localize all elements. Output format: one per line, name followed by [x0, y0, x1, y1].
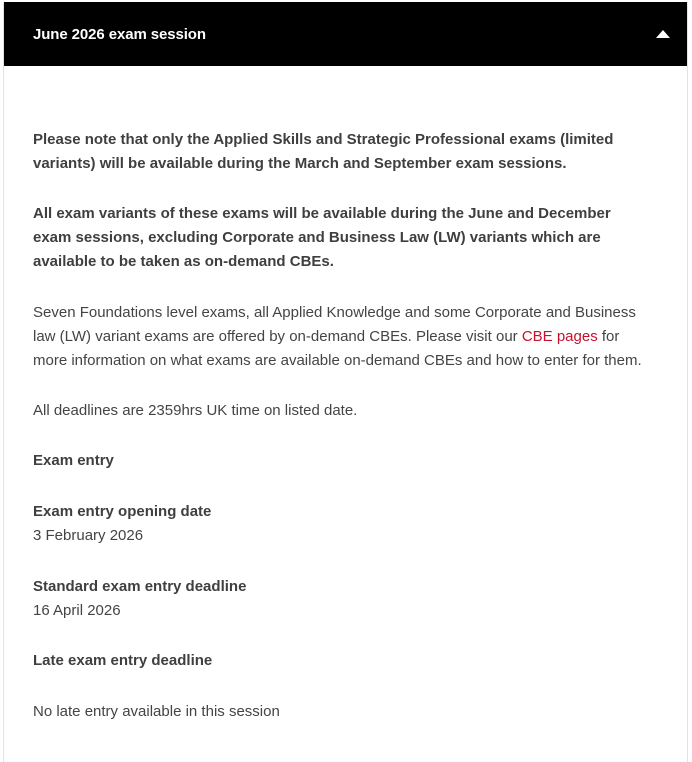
accordion-body [4, 66, 687, 724]
accordion-header[interactable] [4, 2, 687, 66]
caret-up-icon[interactable] [656, 30, 670, 38]
late-deadline-value: No late entry available in this session [33, 703, 280, 720]
standard-deadline-value: 16 April 2026 [33, 602, 121, 619]
cbe-pages-link[interactable]: CBE pages [521, 328, 598, 345]
exam-entry-heading: Exam entry [33, 452, 114, 469]
standard-deadline-label: Standard exam entry deadline [33, 578, 247, 595]
note-cbe [33, 301, 647, 373]
note-cbe-text-after: for more information on what exams are available on-demand CBEs and how to enter for them. [33, 328, 642, 369]
opening-date-label: Exam entry opening date [33, 503, 212, 520]
note-limited-variants: Please note that only the Applied Skills and Strategic Professional exams (limited variants) will be available during the March and September exam sessions. [33, 131, 614, 172]
note-cbe-text-before: Seven Foundations level exams, all Applied Knowledge and some Corporate and Business law (LW) variant exams are offered by on-demand CBEs. Please visit our [33, 304, 636, 345]
exam-session-accordion [3, 2, 688, 762]
deadlines-note: All deadlines are 2359hrs UK time on listed date. [33, 402, 358, 419]
late-deadline-label: Late exam entry deadline [33, 652, 213, 669]
opening-date-value: 3 February 2026 [33, 527, 144, 544]
note-all-variants: All exam variants of these exams will be available during the June and December exam sessions, excluding Corporate and Business Law (LW) variants which are available to be taken as on-demand CBEs. [33, 205, 611, 270]
accordion-title: June 2026 exam session [33, 25, 206, 43]
